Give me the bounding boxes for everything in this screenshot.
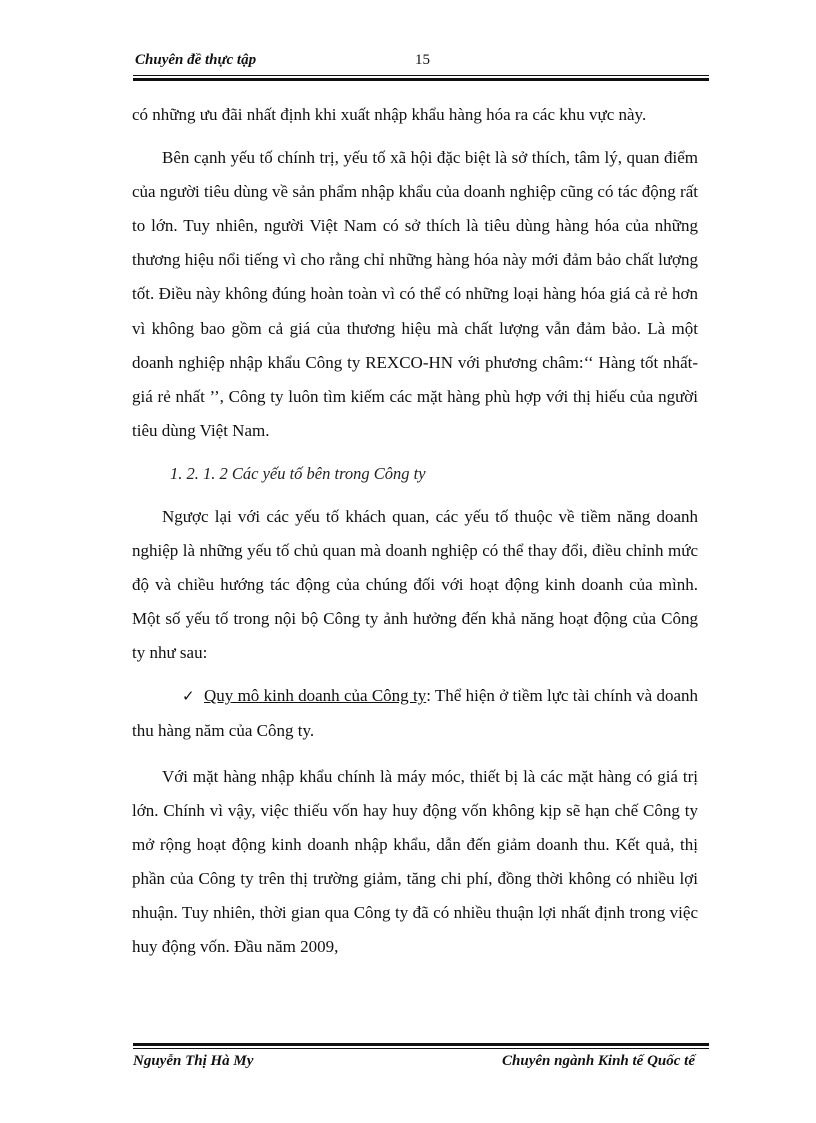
checkmark-icon: ✓: [182, 687, 195, 706]
checklist-item: [132, 679, 698, 747]
paragraph-2: Bên cạnh yếu tố chính trị, yếu tố xã hội đặc biệt là sở thích, tâm lý, quan điểm của người tiêu dùng về sản phẩm nhập khẩu của doanh nghiệp cũng có tác động rất to lớn. Tuy nhiên, người Việt Nam có sở thích là tiêu dùng hàng hóa của những thương hiệu nổi tiếng vì cho rằng chỉ những hàng hóa này mới đảm bảo chất lượng tốt. Điều này không đúng hoàn toàn vì có thể có những loại hàng hóa giá cả rẻ hơn vì không bao gồm cả giá của thương hiệu mà chất lượng vẫn đảm bảo. Là một doanh nghiệp nhập khẩu Công ty REXCO-HN với phương châm:‘‘ Hàng tốt nhất- giá rẻ nhất ’’, Công ty luôn tìm kiếm các mặt hàng phù hợp với thị hiếu của người tiêu dùng Việt Nam.: [132, 148, 698, 440]
section-heading: 1. 2. 1. 2 Các yếu tố bên trong Công ty: [170, 463, 426, 483]
paragraph-1: có những ưu đãi nhất định khi xuất nhập khẩu hàng hóa ra các khu vực này.: [132, 105, 647, 124]
header-title: Chuyên đề thực tập: [135, 52, 257, 68]
checklist-item-label: Quy mô kinh doanh của Công ty: [204, 686, 427, 706]
footer-author: Nguyễn Thị Hà My: [133, 1053, 254, 1069]
footer-rule-thin: [133, 1048, 709, 1049]
header-rule-thin: [133, 75, 709, 76]
paragraph-4: Với mặt hàng nhập khẩu chính là máy móc, thiết bị là các mặt hàng có giá trị lớn. Chính vì vậy, việc thiếu vốn hay huy động vốn không kịp sẽ hạn chế Công ty mở rộng hoạt động kinh doanh nhập khẩu, dẫn đến giảm doanh thu. Kết quả, thị phần của Công ty trên thị trường giảm, tăng chi phí, đồng thời không có nhiều lợi nhuận. Tuy nhiên, thời gian qua Công ty đã có nhiều thuận lợi nhất định trong việc huy động vốn. Đầu năm 2009,: [132, 766, 698, 957]
page-number: 15: [415, 52, 430, 68]
paragraph-3: Ngược lại với các yếu tố khách quan, các yếu tố thuộc về tiềm năng doanh nghiệp là những yếu tố chủ quan mà doanh nghiệp có thể thay đổi, điều chỉnh mức độ và chiều hướng tác động của chúng đối với hoạt động kinh doanh của mình. Một số yếu tố trong nội bộ Công ty ảnh hưởng đến khả năng hoạt động của Công ty như sau:: [132, 506, 698, 663]
page-footer: [133, 1053, 709, 1075]
header-rule-thick: [133, 78, 709, 81]
footer-rule-thick: [133, 1043, 709, 1046]
footer-major: Chuyên ngành Kinh tế Quốc tế: [502, 1053, 695, 1069]
page-header: [133, 52, 709, 74]
document-body: [132, 98, 698, 964]
checklist-item-text: : Thể hiện ở tiềm lực tài chính và doanh thu hàng năm của Công ty.: [132, 686, 699, 740]
